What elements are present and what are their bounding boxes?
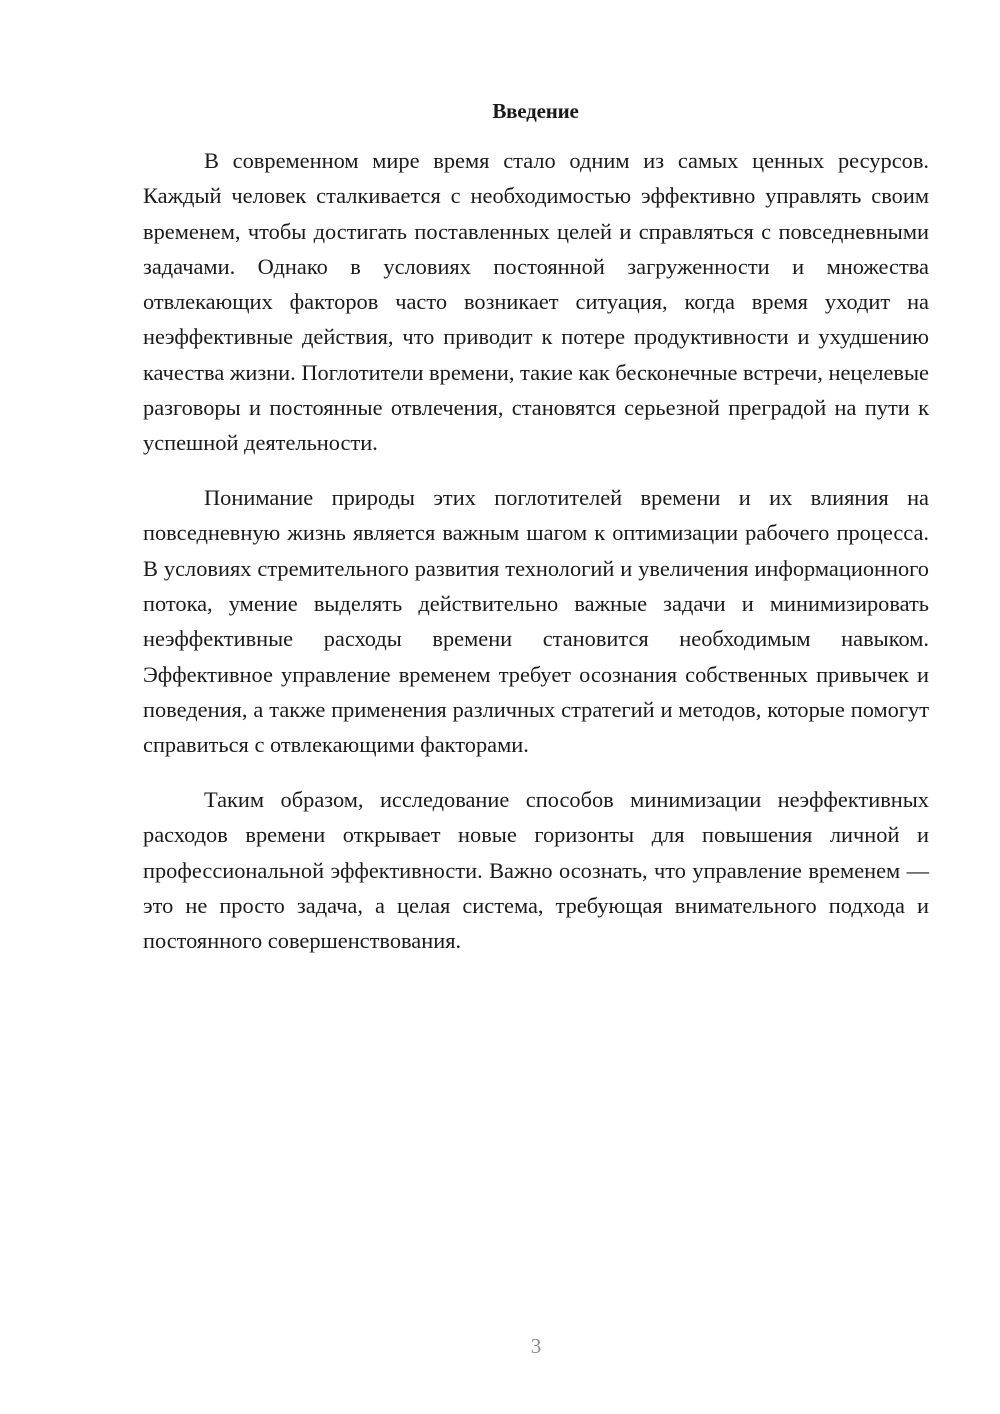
paragraph-2: Понимание природы этих поглотителей времени и их влияния на повседневную жизнь является важным шагом к оптимизации рабочего процесса. В условиях стремительного развития технологий и увеличения информационного потока, умение выделять действительно важные задачи и минимизировать неэффективные расходы времени становится необходимым навыком. Эффективное управление временем требует осознания собственных привычек и поведения, а также применения различных стратегий и методов, которые помогут справиться с отвлекающими факторами. [143,485,929,758]
section-heading: Введение [492,99,579,123]
body-text [143,143,929,959]
page-number: 3 [530,1334,542,1358]
paragraph-3: Таким образом, исследование способов минимизации неэффективных расходов времени открывает новые горизонты для повышения личной и профессиональной эффективности. Важно осознать, что управление временем — это не просто задача, а целая система, требующая внимательного подхода и постоянного совершенствования. [143,787,929,954]
paragraph-1: В современном мире время стало одним из самых ценных ресурсов. Каждый человек сталкивается с необходимостью эффективно управлять своим временем, чтобы достигать поставленных целей и справляться с повседневными задачами. Однако в условиях постоянной загруженности и множества отвлекающих факторов часто возникает ситуация, когда время уходит на неэффективные действия, что приводит к потере продуктивности и ухудшению качества жизни. Поглотители времени, такие как бесконечные встречи, нецелевые разговоры и постоянные отвлечения, становятся серьезной преградой на пути к успешной деятельности. [143,148,929,456]
